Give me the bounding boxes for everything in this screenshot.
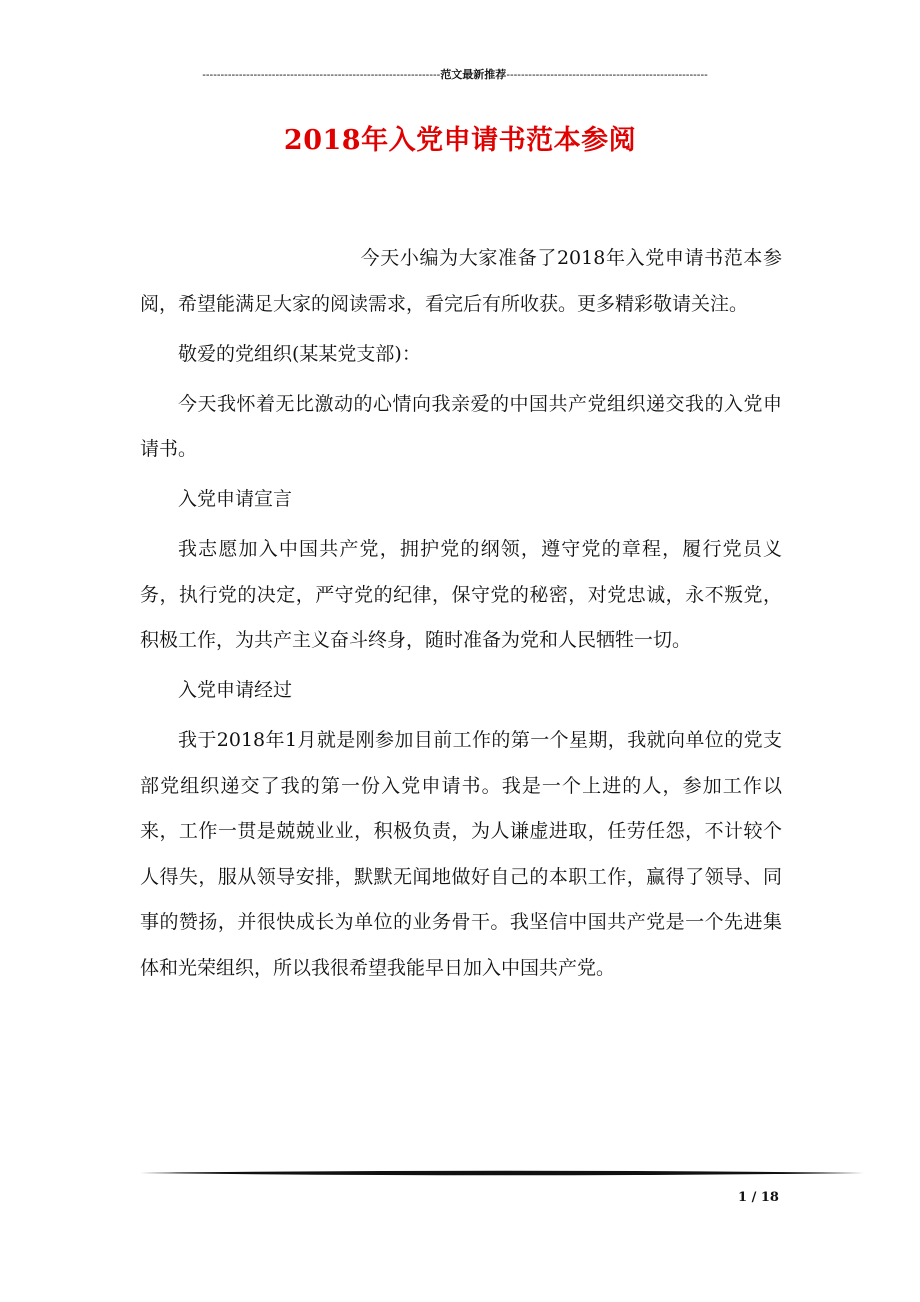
intro-text: 今天小编为大家准备了2018年入党申请书范本参阅，希望能满足大家的阅读需求，看完后有所收获。更多精彩敬请关注。: [140, 247, 782, 315]
footer-rule: [140, 1168, 864, 1178]
section-heading-declaration: 入党申请宣言: [178, 488, 293, 510]
header-left-dashes: -----------------------------------------------------------------: [202, 69, 441, 81]
salutation: 敬爱的党组织(某某党支部)：: [178, 342, 421, 365]
header-right-dashes: -------------------------------------------------------: [506, 69, 708, 81]
page-header: [140, 66, 770, 82]
paragraph: 今天我怀着无比激动的心情向我亲爱的中国共产党组织递交我的入党申请书。: [140, 392, 782, 460]
paragraph: 我志愿加入中国共产党，拥护党的纲领，遵守党的章程，履行党员义务，执行党的决定，严守党的纪律，保守党的秘密，对党忠诚，永不叛党，积极工作，为共产主义奋斗终身，随时准备为党和人民牺牲一切。: [140, 538, 782, 651]
paragraph: 我于2018年1月就是刚参加目前工作的第一个星期，我就向单位的党支部党组织递交了我的第一份入党申请书。我是一个上进的人，参加工作以来，工作一贯是兢兢业业，积极负责，为人谦虚进取，任劳任怨，不计较个人得失，服从领导安排，默默无闻地做好自己的本职工作，赢得了领导、同事的赞扬，并很快成长为单位的业务骨干。我坚信中国共产党是一个先进集体和光荣组织，所以我很希望我能早日加入中国共产党。: [140, 729, 782, 979]
document-title: 2018年入党申请书范本参阅: [283, 125, 637, 156]
intro-paragraph: [140, 236, 782, 327]
section-heading-process: 入党申请经过: [178, 679, 293, 701]
document-body: [140, 236, 782, 996]
header-label: 范文最新推荐: [440, 69, 507, 81]
page-number: 1 / 18: [738, 1190, 779, 1205]
